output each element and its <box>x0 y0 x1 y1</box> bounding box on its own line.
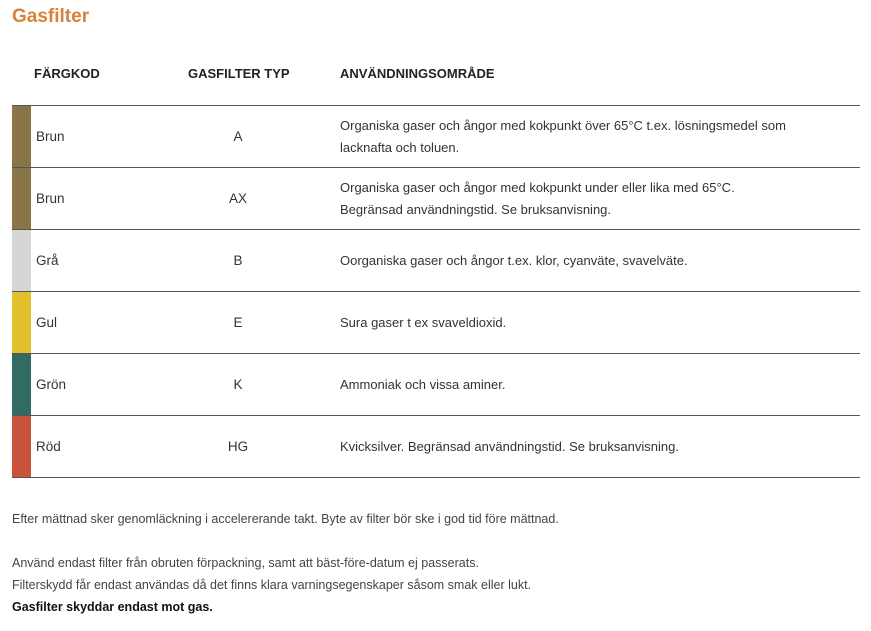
color-name: Röd <box>36 439 61 454</box>
usage-line: Organiska gaser och ångor med kokpunkt över 65°C t.ex. lösningsmedel som <box>340 117 786 133</box>
table-row <box>12 168 860 230</box>
note-warning-properties: Filterskydd får endast användas då det finns klara varningsegenskaper såsom smak eller lukt. <box>12 578 532 592</box>
color-swatch <box>12 106 31 167</box>
page-title: Gasfilter <box>12 6 90 27</box>
color-swatch <box>12 230 31 291</box>
header-color-code: FÄRGKOD <box>34 66 100 81</box>
usage-line: Organiska gaser och ångor med kokpunkt under eller lika med 65°C. <box>340 179 735 195</box>
usage-line: Sura gaser t ex svaveldioxid. <box>340 314 507 330</box>
note-gas-only: Gasfilter skyddar endast mot gas. <box>12 600 213 614</box>
color-swatch <box>12 292 31 353</box>
filter-type: E <box>233 315 243 330</box>
color-name: Brun <box>36 191 65 206</box>
note-saturation: Efter mättnad sker genomläckning i accelererande takt. Byte av filter bör ske i god tid före mättnad. <box>12 512 559 526</box>
table-row <box>12 292 860 354</box>
usage-description <box>340 250 840 272</box>
usage-description <box>340 177 840 221</box>
usage-line: Kvicksilver. Begränsad användningstid. Se bruksanvisning. <box>340 438 679 454</box>
usage-description <box>340 312 840 334</box>
color-name: Grön <box>36 377 67 392</box>
note-packaging: Använd endast filter från obruten förpackning, samt att bäst-före-datum ej passerats. <box>12 556 479 570</box>
gasfilter-table <box>12 105 860 478</box>
usage-line: lacknafta och toluen. <box>340 139 460 155</box>
usage-line: Oorganiska gaser och ångor t.ex. klor, cyanväte, svavelväte. <box>340 252 688 268</box>
color-swatch <box>12 416 31 477</box>
filter-type: HG <box>227 439 249 454</box>
table-row <box>12 106 860 168</box>
table-row <box>12 230 860 292</box>
color-name: Gul <box>36 315 58 330</box>
color-name: Brun <box>36 129 65 144</box>
color-swatch <box>12 354 31 415</box>
filter-type: B <box>233 253 243 268</box>
usage-line: Ammoniak och vissa aminer. <box>340 376 506 392</box>
table-row <box>12 354 860 416</box>
filter-type: AX <box>228 191 247 206</box>
header-filter-type: GASFILTER TYP <box>188 66 290 81</box>
header-usage: ANVÄNDNINGSOMRÅDE <box>340 66 495 81</box>
filter-type: K <box>233 377 243 392</box>
table-row <box>12 416 860 478</box>
color-swatch <box>12 168 31 229</box>
usage-description <box>340 115 840 159</box>
color-name: Grå <box>36 253 59 268</box>
usage-description <box>340 374 840 396</box>
filter-type: A <box>233 129 243 144</box>
usage-description <box>340 436 840 458</box>
usage-line: Begränsad användningstid. Se bruksanvisning. <box>340 201 612 217</box>
